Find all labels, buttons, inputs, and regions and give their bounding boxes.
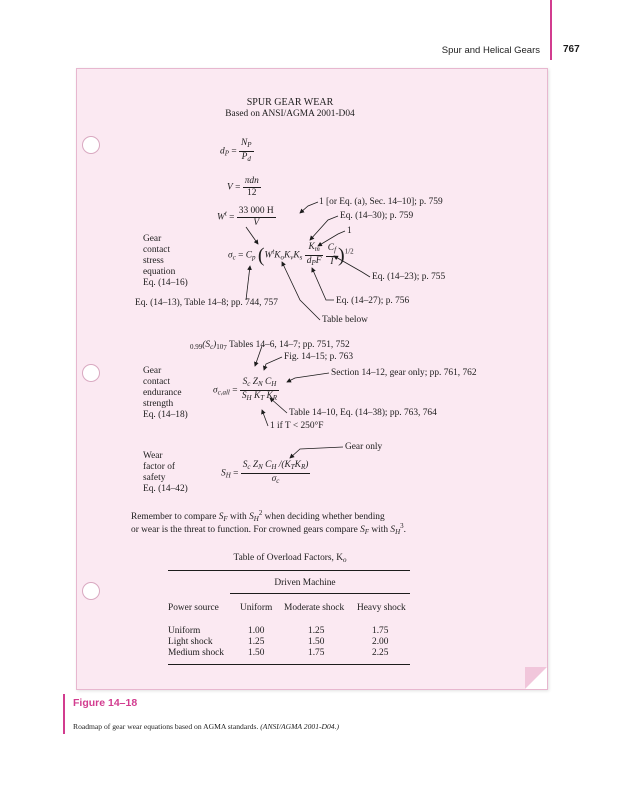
kr-reference: Table 14–10, Eq. (14–38); pp. 763, 764 [289, 408, 437, 418]
pitch-velocity-equation: V = πdn 12 [227, 176, 259, 198]
wear-safety-label: Wear factor of safety Eq. (14–42) [143, 451, 188, 494]
chart-title: SPUR GEAR WEAR [246, 97, 334, 108]
table-cell: 1.75 [308, 648, 325, 658]
wt-reference: 1 [or Eq. (a), Sec. 14–10]; p. 759 [319, 197, 443, 207]
contact-stress-label: Gear contact stress equation Eq. (14–16) [143, 234, 188, 288]
table-cell: 1.25 [248, 637, 265, 647]
figure-caption: Roadmap of gear wear equations based on AGMA standards. (ANSI/AGMA 2001-D04.) [73, 722, 340, 731]
table-cell: 1.50 [248, 648, 265, 658]
sc-reference: $_{0.99}(S_c)_{107}$ Tables 14–6, 14–7; pp. 751, 752 [190, 340, 350, 352]
wear-safety-equation: $S_H$ = $S_c$ $Z_N$ $C_H$ $/(K_TK_R)$ $\sigma_c$ [221, 460, 309, 485]
table-header-uniform: Uniform [240, 603, 273, 613]
table-title: Table of Overload Factors, $K_o$ [233, 553, 347, 564]
table-header-moderate: Moderate shock [284, 603, 345, 613]
pitch-diameter-equation: $d_P$ = $\frac{N_P}{P_d}$ [220, 138, 252, 163]
table-cell: 2.25 [372, 648, 389, 658]
kv-reference: Eq. (14–30); p. 759 [340, 211, 414, 221]
binder-hole [82, 582, 100, 600]
endurance-strength-label: Gear contact endurance strength Eq. (14–18) [143, 366, 188, 420]
chart-subtitle: Based on ANSI/AGMA 2001-D04 [225, 109, 355, 119]
gear-only-note: Gear only [345, 442, 383, 452]
header-accent-bar [550, 0, 552, 60]
ko-reference: Table below [322, 315, 368, 325]
binder-hole [82, 136, 100, 154]
kt-reference: 1 if T < 250°F [270, 421, 324, 431]
table-row: Uniform [168, 626, 201, 636]
cp-reference: Eq. (14–13), Table 14–8; pp. 744, 757 [135, 298, 278, 308]
remember-note-line1: Remember to compare $S_F$ with $S_H^2$ when deciding whether bending [131, 509, 385, 523]
contact-stress-equation: $\sigma_c = C_p$ ($W^tK_oK_vK_s$ $K_m$ $d_PF$ $\frac{C_f}{I}$ )$^{1/2}$ [228, 242, 354, 267]
km-reference: Eq. (14–23); p. 755 [372, 272, 446, 282]
table-cell: 2.00 [372, 637, 389, 647]
table-cell: 1.25 [308, 626, 325, 636]
table-cell: 1.75 [372, 626, 389, 636]
table-header-heavy: Heavy shock [357, 603, 406, 613]
table-cell: 1.50 [308, 637, 325, 647]
table-cell: 1.00 [248, 626, 265, 636]
table-row: Medium shock [168, 648, 224, 658]
table-row: Light shock [168, 637, 213, 647]
ks-reference: 1 [347, 226, 352, 236]
remember-note-line2: or wear is the threat to function. For crowned gears compare $S_F$ with $S_H^3$. [131, 522, 407, 536]
figure-label: Figure 14–18 [73, 697, 138, 709]
table-group-rule [230, 593, 410, 594]
ch-reference: Section 14–12, gear only; pp. 761, 762 [331, 368, 477, 378]
page-number: 767 [563, 44, 580, 55]
binder-hole [82, 364, 100, 382]
running-head: Spur and Helical Gears [441, 45, 540, 56]
page-curl [525, 667, 547, 689]
table-header-power-source: Power source [168, 603, 219, 613]
table-group-header: Driven Machine [274, 578, 336, 588]
allowable-contact-stress-equation: $\sigma_{c,all}$ = $\frac{S_c Z_N C_H}{S_H K_T K_R}$ [213, 377, 278, 402]
table-bottom-rule [168, 664, 410, 665]
figure-accent-bar [63, 694, 65, 734]
zn-reference: Fig. 14–15; p. 763 [284, 352, 354, 362]
table-top-rule [168, 570, 410, 571]
i-reference: Eq. (14–27); p. 756 [336, 296, 410, 306]
transmitted-load-equation: $W^t$ = $\frac{33 000 H}{V}$ [217, 206, 274, 228]
